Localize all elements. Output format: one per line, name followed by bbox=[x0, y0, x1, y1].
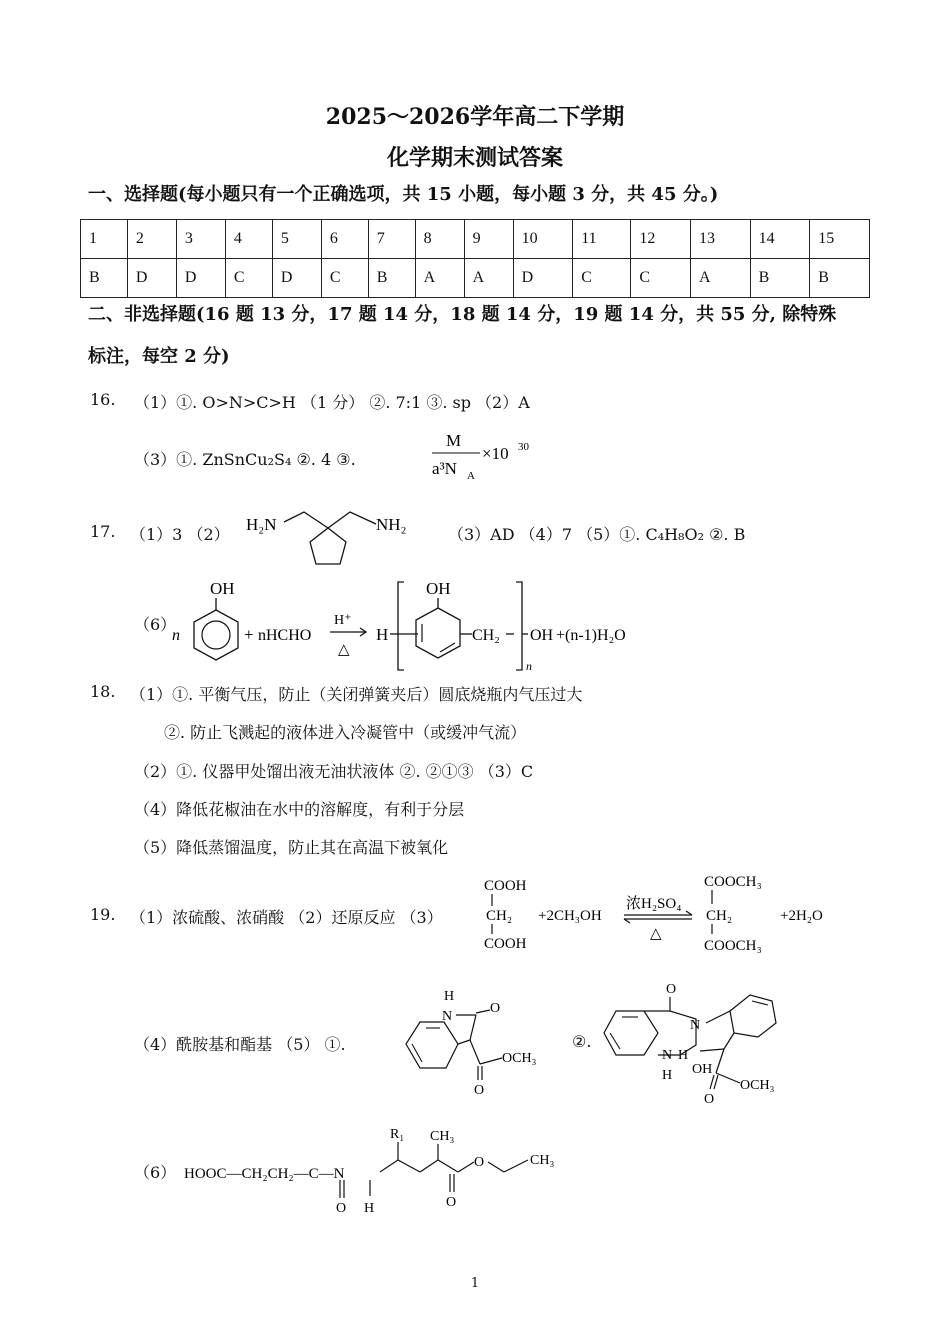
oxindole-ester-structure bbox=[390, 982, 560, 1097]
substituent-r1: R₁ bbox=[390, 1127, 405, 1142]
q19-part6-label: （6） bbox=[134, 1163, 177, 1182]
q16-part3: （3）①. ZnSnCu₂S₄ ②. 4 ③. bbox=[134, 450, 356, 469]
tetracyclic-oh: OH bbox=[692, 1062, 713, 1077]
esterification-equation bbox=[480, 868, 840, 960]
question-number-row bbox=[81, 220, 870, 259]
coef-n: n bbox=[172, 627, 180, 644]
tetracyclic-h: H bbox=[662, 1068, 673, 1083]
q16-number: 16. bbox=[90, 390, 116, 409]
formula-denominator: a³N bbox=[432, 459, 457, 478]
substituent-ch3: CH₃ bbox=[430, 1129, 455, 1144]
catalyst-h2so4: 浓H₂SO₄ bbox=[626, 896, 682, 912]
heat-symbol-19: △ bbox=[650, 926, 662, 942]
question-number-cell: 1 bbox=[81, 220, 128, 259]
answer-row bbox=[81, 259, 870, 298]
oxindole-carbonyl-o: O bbox=[490, 1001, 501, 1016]
oxindole-och3: OCH₃ bbox=[502, 1051, 537, 1066]
polymer-ch2: CH₂ bbox=[472, 627, 500, 644]
tetracyclic-och3: OCH₃ bbox=[740, 1078, 775, 1093]
polymer-oh: OH bbox=[426, 579, 451, 598]
formula-numerator: M bbox=[446, 431, 462, 450]
question-number-cell: 14 bbox=[750, 220, 810, 259]
diester-ch2: CH₂ bbox=[706, 908, 733, 924]
oxindole-h: H bbox=[444, 989, 455, 1004]
amide-o: O bbox=[336, 1201, 347, 1216]
q19-part4to5: （4）酰胺基和酯基 （5） ①. bbox=[134, 1035, 346, 1054]
polymer-h: H bbox=[376, 625, 389, 644]
hcho: nHCHO bbox=[258, 627, 312, 644]
q17-part6-label: （6） bbox=[134, 615, 177, 634]
q18-line2: ②. 防止飞溅起的液体进入冷凝管中（或缓冲气流） bbox=[164, 723, 527, 742]
question-number-cell: 9 bbox=[464, 220, 513, 259]
phenol-formaldehyde-reaction bbox=[170, 574, 660, 674]
answer-cell: D bbox=[513, 259, 573, 298]
malonic-cooh-top: COOH bbox=[484, 878, 527, 894]
answer-table bbox=[80, 219, 870, 298]
oxindole-ester-o: O bbox=[474, 1083, 485, 1098]
q18-line4: （4）降低花椒油在水中的溶解度，有利于分层 bbox=[134, 800, 465, 819]
answer-cell: C bbox=[321, 259, 368, 298]
amide-chain-formula: HOOC—CH₂CH₂—C—N bbox=[184, 1166, 345, 1182]
question-number-cell: 5 bbox=[272, 220, 321, 259]
q16-line1: （1）①. O>N>C>H （1 分） ②. 7:1 ③. sp （2）A bbox=[134, 393, 530, 412]
tetracyclic-nh-h: H bbox=[678, 1048, 689, 1063]
question-number-cell: 12 bbox=[631, 220, 691, 259]
cyclopentane-diamine-structure bbox=[244, 500, 424, 570]
question-number-cell: 10 bbox=[513, 220, 573, 259]
section-nonchoice-heading: 二、非选择题(16 题 13 分，17 题 14 分，18 题 14 分，19 题 14 分，共 55 分, 除特殊 bbox=[88, 304, 837, 325]
malonic-cooh-bottom: COOH bbox=[484, 936, 527, 952]
section-choice-heading: 一、选择题(每小题只有一个正确选项，共 15 小题，每小题 3 分，共 45 分。) bbox=[88, 184, 719, 205]
question-number-cell: 4 bbox=[225, 220, 272, 259]
q17-part1: （1）3 （2） bbox=[130, 525, 230, 544]
q18-line1: （1）①. 平衡气压，防止（关闭弹簧夹后）圆底烧瓶内气压过大 bbox=[130, 685, 583, 704]
water-product: +(n-1)H₂O bbox=[556, 627, 626, 644]
phenol-oh: OH bbox=[210, 579, 235, 598]
q17-part3to5: （3）AD （4）7 （5）①. C₄H₈O₂ ②. B bbox=[448, 525, 746, 544]
question-number-cell: 3 bbox=[176, 220, 225, 259]
malonic-ch2: CH₂ bbox=[486, 908, 513, 924]
polymer-oh-end: OH bbox=[530, 627, 554, 644]
answer-cell: C bbox=[573, 259, 631, 298]
tetracyclic-n: N bbox=[690, 1018, 701, 1033]
question-number-cell: 7 bbox=[368, 220, 415, 259]
heat-symbol: △ bbox=[338, 642, 350, 658]
answer-cell: B bbox=[81, 259, 128, 298]
catalyst-h: H⁺ bbox=[334, 613, 352, 628]
question-number-cell: 6 bbox=[321, 220, 368, 259]
question-number-cell: 8 bbox=[415, 220, 464, 259]
structure-nh2: NH₂ bbox=[376, 515, 407, 534]
answer-cell: A bbox=[464, 259, 513, 298]
q18-number: 18. bbox=[90, 682, 116, 701]
question-number-cell: 15 bbox=[810, 220, 870, 259]
q19-number: 19. bbox=[90, 905, 116, 924]
ethyl-ch3: CH₃ bbox=[530, 1153, 555, 1168]
structure-h2n: H₂N bbox=[246, 515, 277, 534]
section-nonchoice-note: 标注，每空 2 分) bbox=[88, 346, 230, 367]
q17-number: 17. bbox=[90, 522, 116, 541]
diester-top: COOCH₃ bbox=[704, 874, 762, 890]
water-product-19: +2H₂O bbox=[780, 908, 823, 924]
answer-cell: C bbox=[225, 259, 272, 298]
tetracyclic-ester-o: O bbox=[704, 1092, 715, 1107]
amide-h: H bbox=[364, 1201, 375, 1216]
page-number: 1 bbox=[470, 1276, 480, 1291]
tetracyclic-nh-n: N bbox=[662, 1048, 673, 1063]
plus-sign: + bbox=[244, 625, 254, 644]
answer-cell: A bbox=[415, 259, 464, 298]
answer-cell: D bbox=[127, 259, 176, 298]
answer-cell: D bbox=[272, 259, 321, 298]
answer-cell: B bbox=[750, 259, 810, 298]
tetracyclic-carbonyl-o: O bbox=[666, 982, 677, 997]
title-year: 2025～2026学年高二下学期 bbox=[325, 104, 625, 130]
answer-cell: D bbox=[176, 259, 225, 298]
q18-line5: （5）降低蒸馏温度，防止其在高温下被氧化 bbox=[134, 838, 449, 857]
ester-o: O bbox=[474, 1155, 485, 1170]
answer-cell: B bbox=[810, 259, 870, 298]
question-number-cell: 13 bbox=[691, 220, 751, 259]
tetracyclic-product-structure bbox=[600, 975, 800, 1110]
answer-cell: C bbox=[631, 259, 691, 298]
polymer-n: n bbox=[526, 659, 532, 673]
diester-bottom: COOCH₃ bbox=[704, 938, 762, 954]
oxindole-n: N bbox=[442, 1009, 453, 1024]
formula-exponent: 30 bbox=[518, 441, 529, 453]
answer-cell: B bbox=[368, 259, 415, 298]
formula-denominator-sub: A bbox=[467, 470, 475, 482]
amide-ester-structure bbox=[182, 1122, 582, 1218]
answer-cell: A bbox=[691, 259, 751, 298]
q19-part1to3: （1）浓硫酸、浓硝酸 （2）还原反应 （3） bbox=[130, 908, 443, 927]
methanol-reactant: +2CH₃OH bbox=[538, 908, 602, 924]
formula-times: ×10 bbox=[482, 444, 509, 463]
density-formula bbox=[428, 428, 548, 484]
ester-carbonyl-o: O bbox=[446, 1195, 457, 1210]
question-number-cell: 11 bbox=[573, 220, 631, 259]
question-number-cell: 2 bbox=[127, 220, 176, 259]
q19-part5b-label: ②. bbox=[572, 1032, 592, 1051]
title-exam: 化学期末测试答案 bbox=[386, 145, 563, 171]
q18-line3: （2）①. 仪器甲处馏出液无油状液体 ②. ②①③ （3）C bbox=[134, 762, 534, 781]
